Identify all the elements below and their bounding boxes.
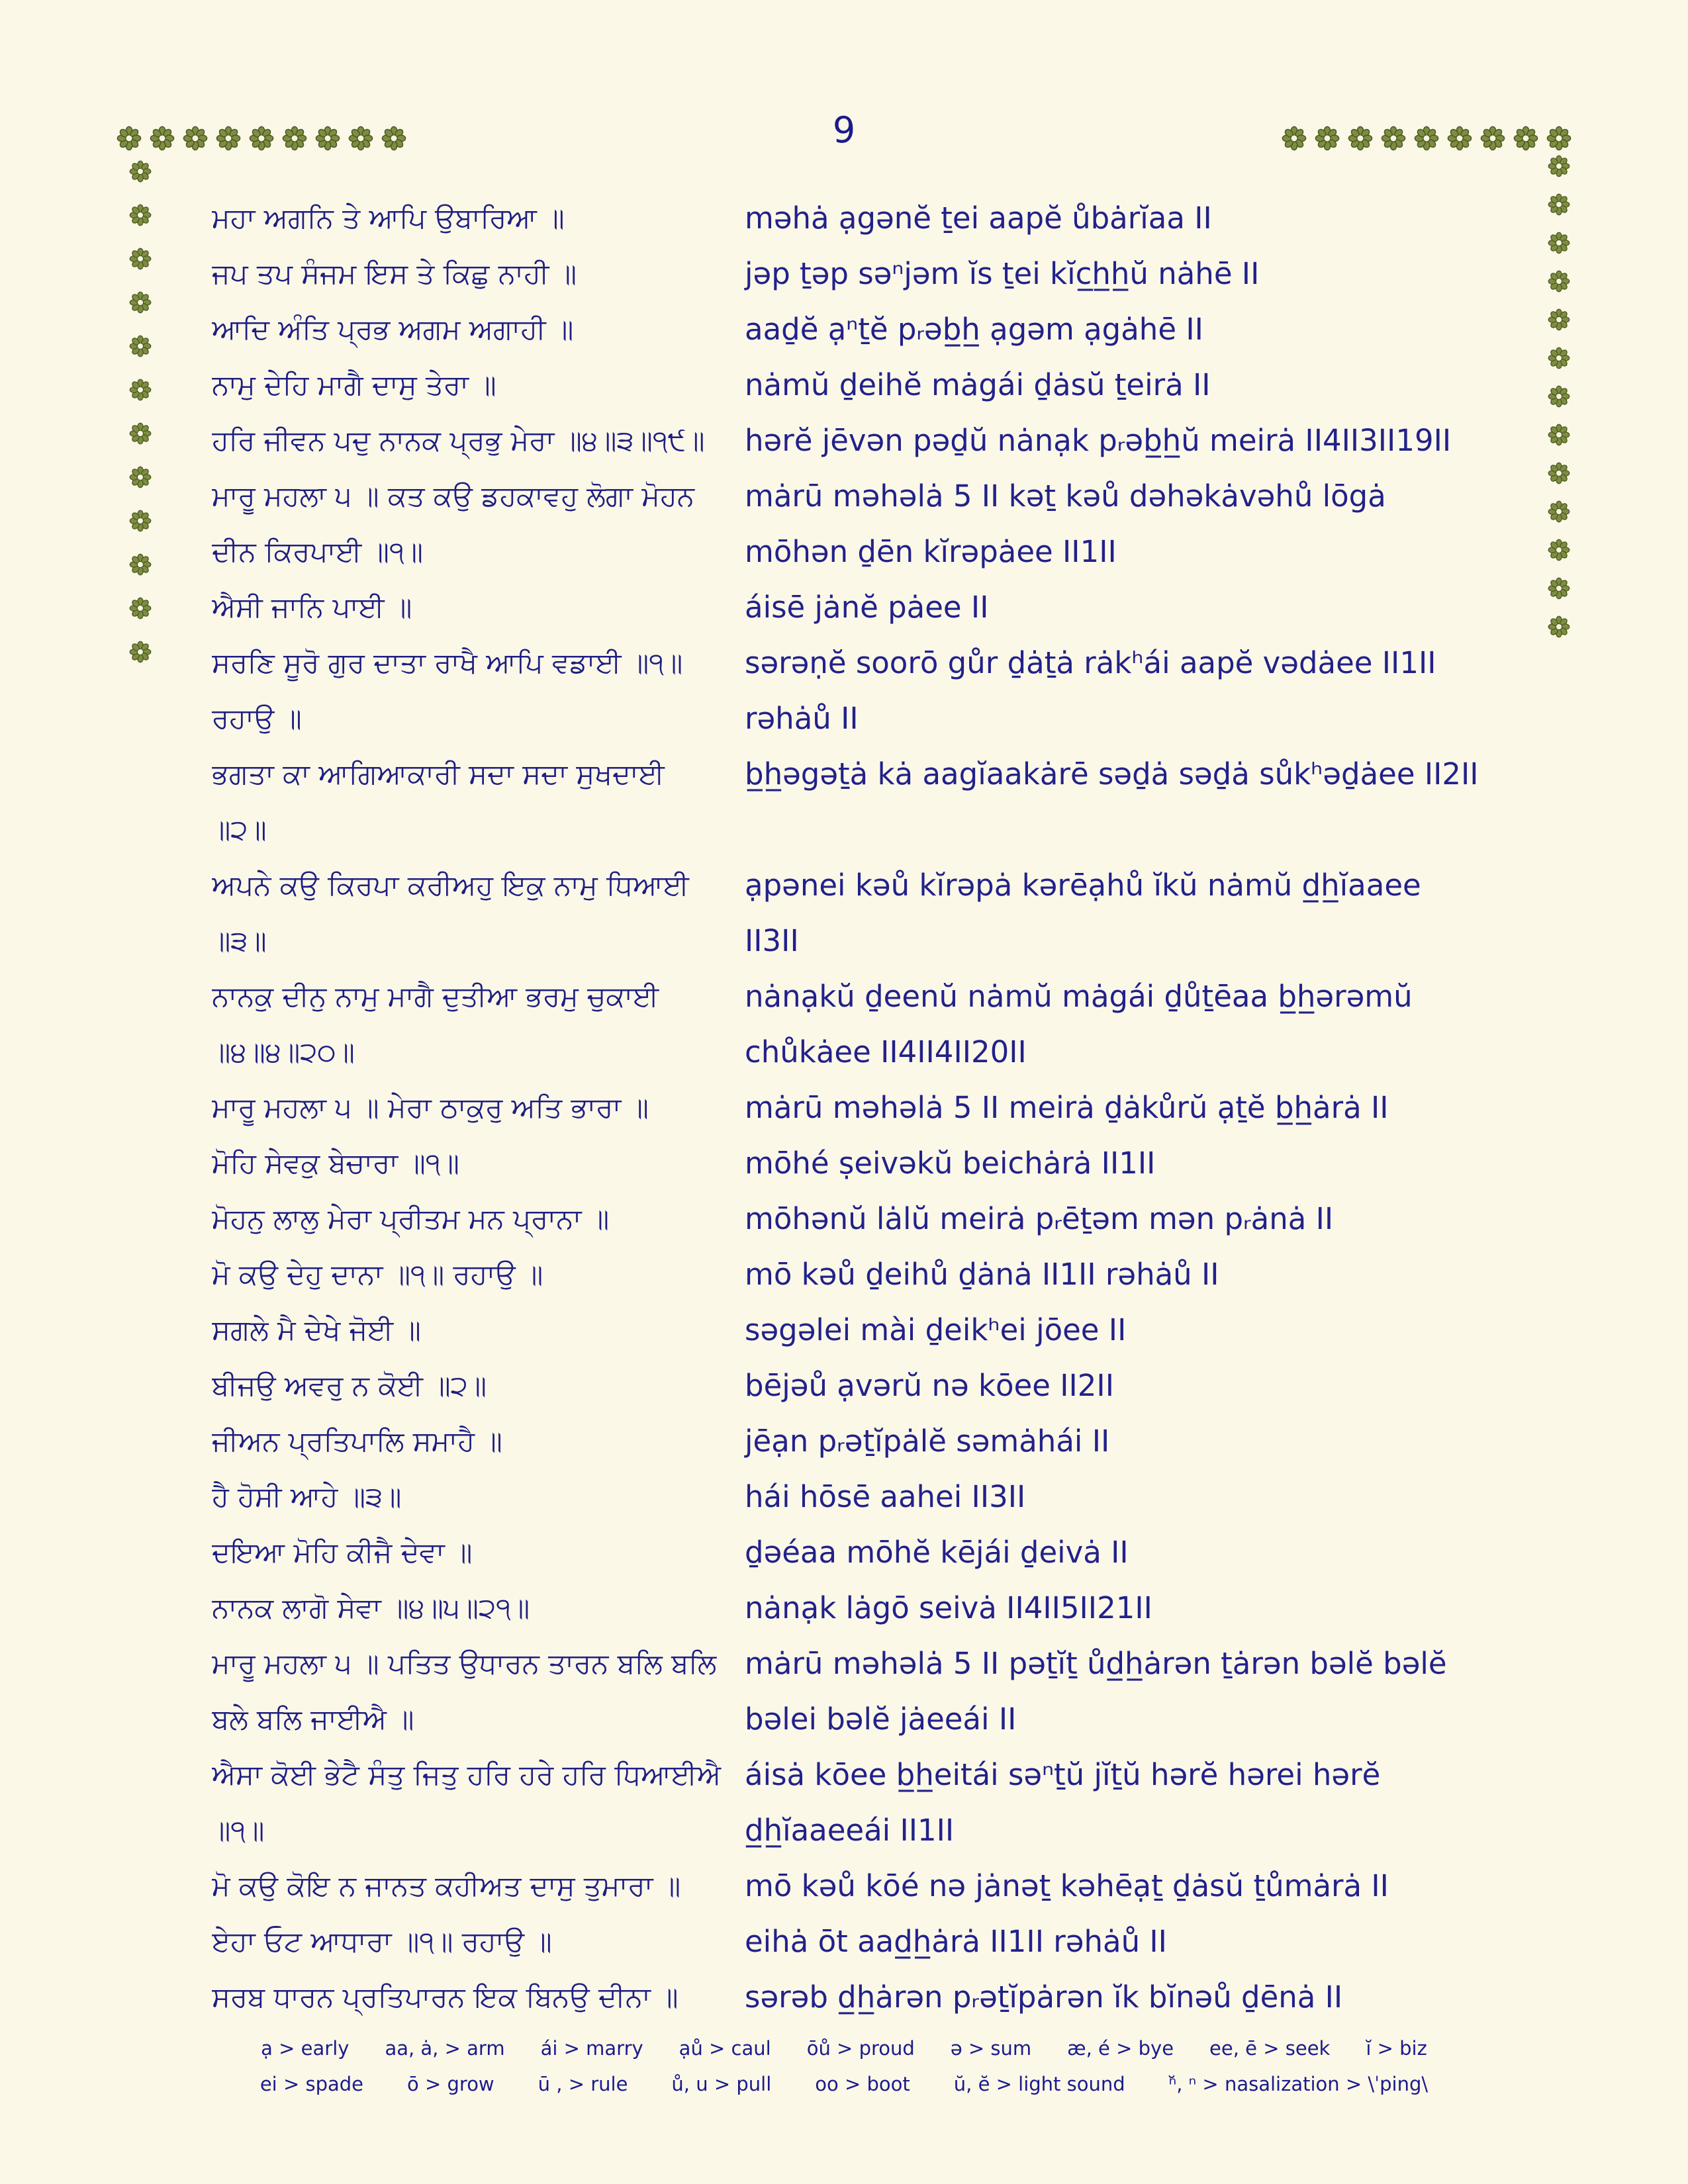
gurmukhi-cell (212, 1636, 745, 1747)
gurmukhi-cell (212, 1469, 745, 1525)
gurmukhi-cell (212, 1136, 745, 1191)
translit-cell (745, 969, 1542, 1080)
translit-cell (745, 1970, 1542, 2025)
gurmukhi-line: ਸਗਲੇ ਮੈ ਦੇਖੇ ਜੋਈ ॥ (212, 1314, 421, 1346)
legend-row-2 (40, 2073, 1648, 2095)
gurmukhi-cell (212, 858, 745, 969)
translit-cell (745, 413, 1542, 469)
translit-cell (745, 1914, 1542, 1970)
translit-line: mȧrū məhəlȧ 5 II pəṯĭṯ ůd̲h̲ȧrən ṯȧrən bəlĕ bəlĕ (745, 1646, 1447, 1681)
flower-ornament-icon (129, 466, 152, 488)
translit-line: áisȧ kōee b̲h̲eitái səⁿṯŭ jĭṯŭ hərĕ hərei hərĕ (745, 1757, 1381, 1792)
legend-item: ů, u > pull (671, 2073, 772, 2095)
translit-line: bējəů ạvərŭ nə kōee II2II (745, 1368, 1114, 1403)
translit-line: hərĕ jēvən pəḏŭ nȧnạk pᵣəb̲h̲ŭ meirȧ II4II3II19II (745, 423, 1452, 458)
flower-ornament-icon (1548, 232, 1570, 254)
legend-item: ū , > rule (538, 2073, 628, 2095)
gurmukhi-line: ਆਦਿ ਅੰਤਿ ਪ੍ਰਭ ਅਗਮ ਅਗਾਹੀ ॥ (212, 313, 574, 345)
gurmukhi-line: ਹੈ ਹੋਸੀ ਆਹੇ ॥੩॥ (212, 1480, 402, 1513)
translit-cell (745, 858, 1542, 969)
translit-line: mȧrū məhəlȧ 5 II meirȧ ḏȧkůrŭ ạṯĕ b̲h̲ȧrȧ II (745, 1090, 1389, 1125)
gurmukhi-cell (212, 747, 745, 858)
translit-line: mōhən ḏēn kĭrəpȧee II1II (745, 534, 1117, 569)
gurmukhi-cell (212, 1914, 745, 1970)
flower-ornament-icon (1548, 193, 1570, 216)
flower-ornament-icon (129, 335, 152, 357)
gurmukhi-line: ਮੋ ਕਉ ਕੋਇ ਨ ਜਾਨਤ ਕਹੀਅਤ ਦਾਸੁ ਤੁਮਾਰਾ ॥ (212, 1870, 681, 1902)
gurmukhi-cell (212, 302, 745, 357)
translit-line: aaḏĕ ạⁿṯĕ pᵣəb̲h̲ ạgəm ạgȧhē II (745, 312, 1203, 347)
translit-line: ḏəéaa mōhĕ kējái ḏeivȧ II (745, 1535, 1129, 1570)
legend-item: aa, ȧ, > arm (385, 2037, 505, 2060)
gurmukhi-line: ਬੀਜਉ ਅਵਰੁ ਨ ਕੋਈ ॥੨॥ (212, 1369, 487, 1402)
translit-cell (745, 1414, 1542, 1469)
gurmukhi-line: ਏਹਾ ਓਟ ਆਧਾਰਾ ॥੧॥ ਰਹਾਉ ॥ (212, 1925, 552, 1958)
gurmukhi-line: ਮਹਾ ਅਗਨਿ ਤੇ ਆਪਿ ਉਬਾਰਿਆ ॥ (212, 202, 565, 234)
flower-ornament-icon (129, 248, 152, 270)
flower-ornament-icon (1548, 500, 1570, 523)
translit-cell (745, 1525, 1542, 1580)
flower-ornament-icon (129, 597, 152, 619)
flower-ornament-icon (1548, 308, 1570, 331)
gurmukhi-line: ॥੩॥ (212, 925, 267, 957)
gurmukhi-line: ਨਾਮੁ ਦੇਹਿ ਮਾਗੈ ਦਾਸੁ ਤੇਰਾ ॥ (212, 369, 496, 401)
translit-cell (745, 246, 1542, 302)
gurmukhi-line: ਰਹਾਉ ॥ (212, 702, 302, 735)
translit-cell (745, 1580, 1542, 1636)
gurmukhi-cell (212, 635, 745, 747)
flower-ornament-icon (1548, 615, 1570, 638)
flower-ornament-icon (1548, 462, 1570, 484)
translit-line: nȧnạkŭ ḏeenŭ nȧmŭ mȧgái ḏůṯēaa b̲h̲ərəmŭ (745, 979, 1413, 1014)
flower-ornament-icon (129, 160, 152, 183)
translit-cell (745, 1247, 1542, 1302)
legend-item: ạů > caul (679, 2037, 771, 2060)
translit-cell (745, 580, 1542, 635)
translit-cell (745, 469, 1542, 580)
translit-line: mō kəů ḏeihů ḏȧnȧ II1II rəhȧů II (745, 1257, 1219, 1292)
translit-cell (745, 635, 1542, 747)
gurmukhi-cell (212, 1858, 745, 1914)
gurmukhi-cell (212, 580, 745, 635)
translit-line: b̲h̲əgəṯȧ kȧ aagĭaakȧrē səḏȧ səḏȧ sůkʰəḏȧee II2II (745, 756, 1479, 792)
verse-table (212, 191, 1542, 2025)
gurmukhi-line: ਐਸਾ ਕੋਈ ਭੇਟੈ ਸੰਤੁ ਜਿਤੁ ਹਰਿ ਹਰੇ ਹਰਿ ਧਿਆਈਐ (212, 1758, 721, 1791)
gurmukhi-cell (212, 1970, 745, 2025)
gurmukhi-line: ਸਰਬ ਧਾਰਨ ਪ੍ਰਤਿਪਾਰਨ ਇਕ ਬਿਨਉ ਦੀਨਾ ॥ (212, 1981, 679, 2013)
gurmukhi-line: ਹਰਿ ਜੀਵਨ ਪਦੁ ਨਾਨਕ ਪ੍ਰਭੁ ਮੇਰਾ ॥੪॥੩॥੧੯॥ (212, 424, 705, 457)
gurmukhi-cell (212, 969, 745, 1080)
flower-ornament-icon (129, 204, 152, 226)
translit-cell (745, 1302, 1542, 1358)
gurmukhi-cell (212, 1580, 745, 1636)
translit-line: áisē jȧnĕ pȧee II (745, 590, 989, 625)
translit-line: sərəb d̲h̲ȧrən pᵣəṯĭpȧrən ĭk bĭnəů ḏēnȧ II (745, 1979, 1343, 2015)
flower-ornament-icon (1548, 539, 1570, 561)
gurmukhi-line: ਮੋ ਕਉ ਦੇਹੁ ਦਾਨਾ ॥੧॥ ਰਹਾਉ ॥ (212, 1258, 543, 1291)
flower-ornament-icon (1548, 577, 1570, 600)
translit-line: sərəṇĕ soorō gůr ḏȧṯȧ rȧkʰái aapĕ vədȧee II1II (745, 645, 1436, 680)
gurmukhi-cell (212, 1191, 745, 1247)
translit-cell (745, 191, 1542, 246)
translit-cell (745, 1858, 1542, 1914)
gurmukhi-line: ਨਾਨਕ ਲਾਗੋ ਸੇਵਾ ॥੪॥੫॥੨੧॥ (212, 1592, 530, 1624)
gurmukhi-line: ਬਲੇ ਬਲਿ ਜਾਈਐ ॥ (212, 1703, 414, 1735)
translit-cell (745, 1136, 1542, 1191)
gurmukhi-line: ਸਰਣਿ ਸੂਰੋ ਗੁਰ ਦਾਤਾ ਰਾਖੈ ਆਪਿ ਵਡਾਈ ॥੧॥ (212, 647, 683, 679)
ornament-column-right (1548, 155, 1570, 638)
translit-line: nȧnạk lȧgō seivȧ II4II5II21II (745, 1590, 1152, 1625)
gurmukhi-line: ਮਾਰੂ ਮਹਲਾ ੫ ॥ ਕਤ ਕਉ ਡਹਕਾਵਹੁ ਲੋਗਾ ਮੋਹਨ (212, 480, 695, 512)
gurmukhi-line: ॥੧॥ (212, 1814, 265, 1846)
legend-item: ə > sum (950, 2037, 1032, 2060)
translit-cell (745, 1191, 1542, 1247)
gurmukhi-line: ਜੀਅਨ ਪ੍ਰਤਿਪਾਲਿ ਸਮਾਹੈ ॥ (212, 1425, 502, 1457)
flower-ornament-icon (1548, 155, 1570, 177)
gurmukhi-cell (212, 1302, 745, 1358)
page-number: 9 (832, 109, 856, 151)
gurmukhi-cell (212, 191, 745, 246)
translit-cell (745, 747, 1542, 858)
gurmukhi-line: ਦੀਨ ਕਿਰਪਾਈ ॥੧॥ (212, 535, 424, 568)
flower-ornament-icon (1548, 347, 1570, 369)
flower-ornament-icon (129, 553, 152, 576)
translit-line: II3II (745, 923, 799, 958)
translit-cell (745, 1080, 1542, 1136)
gurmukhi-cell (212, 469, 745, 580)
translit-cell (745, 302, 1542, 357)
translit-line: mōhənŭ lȧlŭ meirȧ pᵣēṯəm mən pᵣȧnȧ II (745, 1201, 1334, 1236)
translit-line: mō kəů kōé nə jȧnəṯ kəhēạṯ ḏȧsŭ ṯůmȧrȧ II (745, 1868, 1389, 1903)
pronunciation-legend (40, 2037, 1648, 2095)
gurmukhi-line: ਅਪਨੇ ਕਉ ਕਿਰਪਾ ਕਰੀਅਹੁ ਇਕੁ ਨਾਮੁ ਧਿਆਈ (212, 869, 689, 901)
gurmukhi-cell (212, 1358, 745, 1414)
gurmukhi-cell (212, 413, 745, 469)
gurmukhi-cell (212, 357, 745, 413)
gurmukhi-line: ਨਾਨਕੁ ਦੀਨੁ ਨਾਮੁ ਮਾਗੈ ਦੁਤੀਆ ਭਰਮੁ ਚੁਕਾਈ (212, 980, 659, 1013)
gurmukhi-line: ਦਇਆ ਮੋਹਿ ਕੀਜੈ ਦੇਵਾ ॥ (212, 1536, 473, 1569)
translit-line: eihȧ ōt aad̲h̲ȧrȧ II1II rəhȧů II (745, 1924, 1167, 1959)
translit-cell (745, 1469, 1542, 1525)
legend-item: ái > marry (540, 2037, 643, 2060)
gurmukhi-line: ॥੨॥ (212, 813, 267, 846)
legend-item: oo > boot (815, 2073, 910, 2095)
flower-ornament-icon (1548, 385, 1570, 408)
gurmukhi-line: ਮਾਰੂ ਮਹਲਾ ੫ ॥ ਪਤਿਤ ਉਧਾਰਨ ਤਾਰਨ ਬਲਿ ਬਲਿ (212, 1647, 717, 1680)
legend-item: æ, é > bye (1067, 2037, 1174, 2060)
gurmukhi-cell (212, 1247, 745, 1302)
gurmukhi-line: ਮੋਹਿ ਸੇਵਕੁ ਬੇਚਾਰਾ ॥੧॥ (212, 1147, 459, 1179)
flower-ornament-icon (129, 510, 152, 532)
translit-line: səgəlei mài ḏeikʰei jōee II (745, 1312, 1127, 1347)
gurmukhi-line: ਮਾਰੂ ਮਹਲਾ ੫ ॥ ਮੇਰਾ ਠਾਕੁਰੁ ਅਤਿ ਭਾਰਾ ॥ (212, 1091, 649, 1124)
gurmukhi-line: ਜਪ ਤਪ ਸੰਜਮ ਇਸ ਤੇ ਕਿਛੁ ਨਾਹੀ ॥ (212, 257, 577, 290)
legend-item: ạ > early (261, 2037, 350, 2060)
legend-item: ĭ > biz (1366, 2037, 1427, 2060)
translit-line: chůkȧee II4II4II20II (745, 1034, 1027, 1069)
translit-cell (745, 357, 1542, 413)
gurmukhi-cell (212, 246, 745, 302)
translit-line: jəp ṯəp səⁿjəm ĭs ṯei kĭc̲h̲h̲ŭ nȧhē II (745, 256, 1260, 291)
gurmukhi-line: ਭਗਤਾ ਕਾ ਆਗਿਆਕਾਰੀ ਸਦਾ ਸਦਾ ਸੁਖਦਾਈ (212, 758, 665, 790)
flower-ornament-icon (1548, 424, 1570, 446)
gurmukhi-line: ਮੋਹਨੁ ਲਾਲੁ ਮੇਰਾ ਪ੍ਰੀਤਮ ਮਨ ਪ੍ਰਾਨਾ ॥ (212, 1203, 610, 1235)
legend-row-1 (40, 2037, 1648, 2060)
translit-line: məhȧ ạgənĕ ṯei aapĕ ůbȧrĭaa II (745, 201, 1212, 236)
translit-line: d̲h̲ĭaaeeái II1II (745, 1813, 955, 1848)
translit-line: ạpənei kəů kĭrəpȧ kərēạhů ĭkŭ nȧmŭ d̲h̲ĭaaee (745, 868, 1421, 903)
translit-line: mȧrū məhəlȧ 5 II kəṯ kəů dəhəkȧvəhů lōgȧ (745, 478, 1386, 514)
translit-line: nȧmŭ ḏeihĕ mȧgái ḏȧsŭ ṯeirȧ II (745, 367, 1211, 402)
gurmukhi-line: ਐਸੀ ਜਾਨਿ ਪਾਈ ॥ (212, 591, 412, 623)
legend-item: ei > spade (259, 2073, 364, 2095)
legend-item: ee, ē > seek (1209, 2037, 1331, 2060)
flower-ornament-icon (129, 641, 152, 663)
legend-item: ŭ, ĕ > light sound (953, 2073, 1125, 2095)
translit-line: bəlei bəlĕ jȧeeái II (745, 1702, 1017, 1737)
legend-item: ⁿ̆, ⁿ > nasalization > \ˈping\ (1168, 2073, 1429, 2095)
translit-line: jēạn pᵣəṯĭpȧlĕ səmȧhái II (745, 1424, 1110, 1459)
translit-cell (745, 1747, 1542, 1858)
gurmukhi-cell (212, 1080, 745, 1136)
translit-line: hái hōsē aahei II3II (745, 1479, 1026, 1514)
gurmukhi-cell (212, 1747, 745, 1858)
translit-cell (745, 1636, 1542, 1747)
ornament-column-left (129, 160, 152, 663)
translit-cell (745, 1358, 1542, 1414)
gurmukhi-line: ॥੪॥੪॥੨੦॥ (212, 1036, 355, 1068)
flower-ornament-icon (129, 422, 152, 445)
translit-line: mōhé ṣeivəkŭ beichȧrȧ II1II (745, 1146, 1156, 1181)
gurmukhi-cell (212, 1414, 745, 1469)
legend-item: ōů > proud (806, 2037, 915, 2060)
flower-ornament-icon (129, 379, 152, 401)
legend-item: ō > grow (407, 2073, 494, 2095)
gurmukhi-cell (212, 1525, 745, 1580)
flower-ornament-icon (129, 291, 152, 314)
flower-ornament-icon (1548, 270, 1570, 293)
translit-line: rəhȧů II (745, 701, 859, 736)
